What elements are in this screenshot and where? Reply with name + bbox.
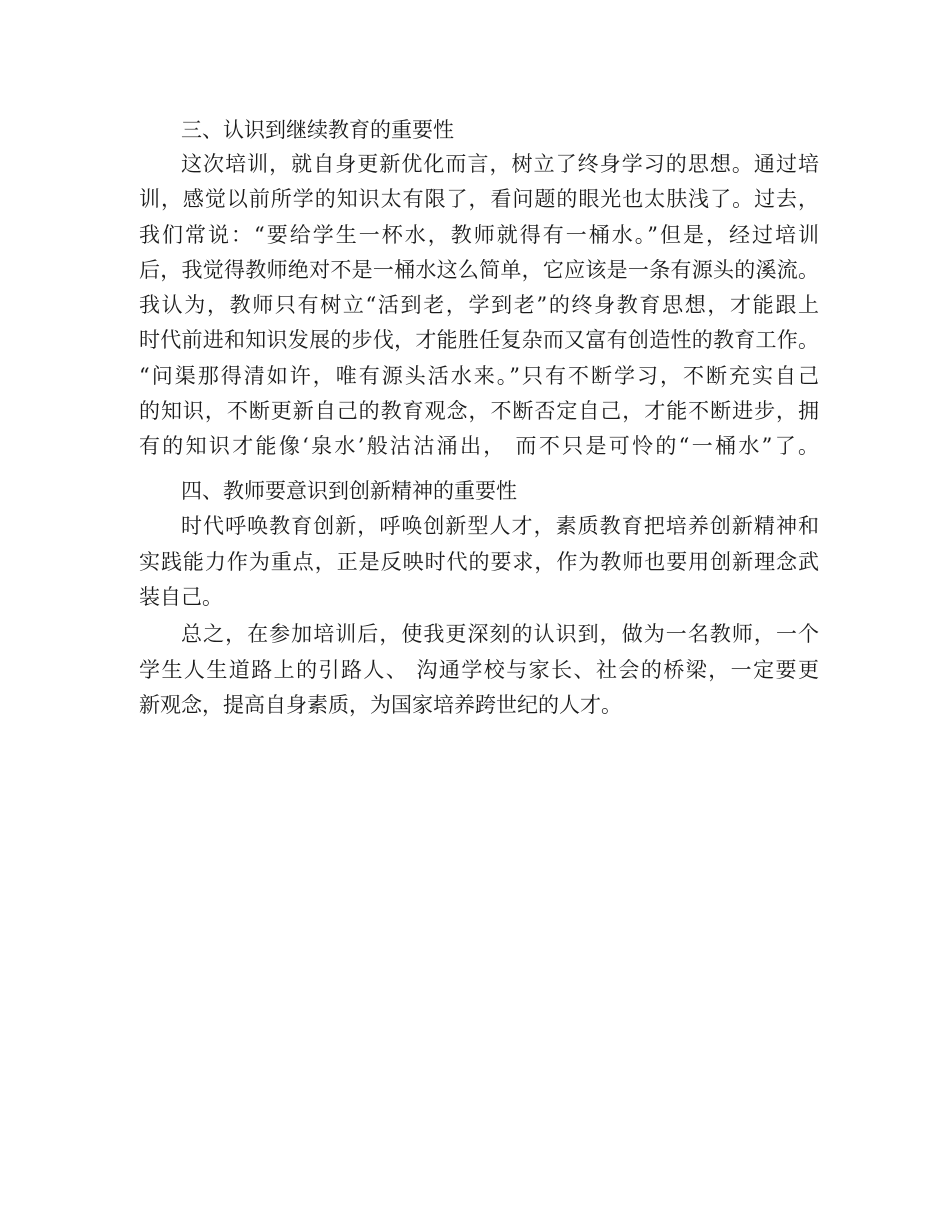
paragraph-line: 时代前进和知识发展的步伐，才能胜任复杂而又富有创造性的教育工作。 xyxy=(139,328,819,352)
paragraph-line: 的知识，不断更新自己的教育观念，不断否定自己，才能不断进步，拥 xyxy=(139,399,819,423)
paragraph-line: 时代呼唤教育创新，呼唤创新型人才，素质教育把培养创新精神和 xyxy=(181,514,819,538)
paragraph-line: 训，感觉以前所学的知识太有限了，看问题的眼光也太肤浅了。过去， xyxy=(139,187,819,211)
paragraph-line: 我们常说：“要给学生一杯水，教师就得有一桶水。”但是，经过培训 xyxy=(139,223,819,247)
paragraph-line: “问渠那得清如许，唯有源头活水来。”只有不断学习，不断充实自己 xyxy=(139,364,819,388)
section-heading-continuing-education: 三、认识到继续教育的重要性 xyxy=(181,118,454,142)
paragraph-line: 我认为，教师只有树立“活到老，学到老”的终身教育思想，才能跟上 xyxy=(139,293,819,317)
paragraph-line: 有的知识才能像‘泉水’般沽沽涌出， 而不只是可怜的“一桶水”了。 xyxy=(139,434,819,458)
paragraph-line: 学生人生道路上的引路人、 沟通学校与家长、社会的桥梁，一定要更 xyxy=(139,658,819,682)
paragraph-line: 新观念，提高自身素质，为国家培养跨世纪的人才。 xyxy=(139,693,622,717)
paragraph-line: 装自己。 xyxy=(139,585,223,609)
paragraph-line: 这次培训，就自身更新优化而言，树立了终身学习的思想。通过培 xyxy=(181,152,819,176)
paragraph-line: 后，我觉得教师绝对不是一桶水这么简单，它应该是一条有源头的溪流。 xyxy=(139,258,819,282)
paragraph-line: 实践能力作为重点，正是反映时代的要求，作为教师也要用创新理念武 xyxy=(139,550,819,574)
paragraph-line: 总之，在参加培训后，使我更深刻的认识到，做为一名教师，一个 xyxy=(181,622,819,646)
section-heading-innovation: 四、教师要意识到创新精神的重要性 xyxy=(181,479,517,503)
